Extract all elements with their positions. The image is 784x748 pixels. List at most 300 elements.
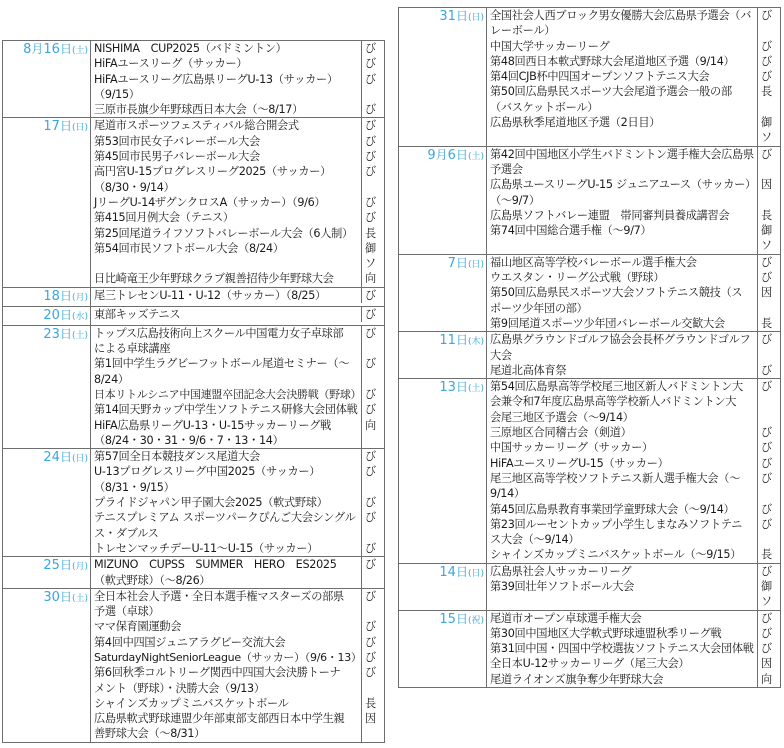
event-title: 第57回全日本競技ダンス尾道大会 bbox=[94, 450, 260, 464]
venue-code: び bbox=[757, 471, 780, 502]
weekday-mark: 日 bbox=[471, 259, 481, 270]
date-number: 18 bbox=[43, 288, 60, 304]
venue-code: び bbox=[757, 255, 780, 270]
event-title: 尾道北高体育祭 bbox=[490, 363, 567, 377]
date-number: 20 bbox=[43, 307, 60, 323]
event-title: 第4回CJB杯中四国オープンソフトテニス大会 bbox=[490, 70, 710, 84]
venue-code: 因 bbox=[757, 656, 780, 671]
event-title: 第6回秋季コルトリーグ関西中四国大会決勝トーナ メント（野球）・決勝大会（9/13） bbox=[94, 666, 341, 695]
venue-code: び bbox=[361, 495, 384, 510]
event-item bbox=[91, 326, 384, 357]
event-item bbox=[487, 641, 780, 656]
weekday-paren: ( bbox=[71, 562, 76, 573]
event-title: HiFAユースリーグU-15（サッカー） bbox=[490, 456, 669, 470]
event-item bbox=[487, 456, 780, 471]
weekday-mark: 水 bbox=[75, 311, 85, 322]
date-unit: 日 bbox=[455, 147, 468, 162]
event-title: NISHIMA CUP2025（バドミントン） bbox=[94, 42, 287, 55]
event-item bbox=[487, 547, 780, 562]
venue-code: び bbox=[361, 134, 384, 149]
event-item bbox=[91, 164, 384, 195]
weekday-paren: ) bbox=[84, 454, 88, 465]
event-list bbox=[90, 118, 384, 286]
event-title: 三原地区合同稽古会（剣道） bbox=[490, 426, 632, 440]
event-item bbox=[91, 210, 384, 225]
event-item bbox=[487, 147, 780, 178]
date-unit: 月 bbox=[435, 147, 448, 162]
venue-code: 御ソ bbox=[757, 115, 780, 146]
event-item bbox=[487, 440, 780, 455]
event-item bbox=[91, 619, 384, 634]
weekday-paren: ) bbox=[480, 384, 484, 395]
weekday-mark: 日 bbox=[75, 123, 85, 134]
date-unit: 日 bbox=[59, 558, 72, 573]
event-title: HiFA広島県リーグU-13・U-15サッカーリーグ戦 （8/24・30・31・9/6・7・13・14） bbox=[94, 418, 331, 447]
event-title: トレセンマッチデーU-11～U-15（サッカー） bbox=[94, 541, 319, 555]
event-item bbox=[487, 255, 780, 270]
date-cell bbox=[399, 147, 486, 254]
event-item bbox=[487, 8, 780, 39]
event-item bbox=[91, 495, 384, 510]
event-list bbox=[90, 41, 384, 117]
venue-code: 向 bbox=[361, 271, 384, 286]
date-row bbox=[3, 306, 384, 325]
venue-code: 長 bbox=[757, 316, 780, 331]
venue-code: び bbox=[361, 387, 384, 402]
event-title: HiFAユースリーグ（サッカー） bbox=[94, 57, 248, 71]
venue-code: び bbox=[361, 307, 384, 322]
event-title: 第42回中国地区小学生バドミントン選手権大会広島県予選会 bbox=[490, 147, 754, 176]
venue-code: び bbox=[361, 195, 384, 210]
venue-code: び bbox=[361, 402, 384, 417]
event-item bbox=[91, 241, 384, 272]
schedule-table-right bbox=[398, 7, 781, 688]
event-title: シャインズカップミニバスケットボール bbox=[94, 696, 289, 710]
weekday-paren: ) bbox=[84, 593, 88, 604]
date-number: 23 bbox=[43, 326, 60, 342]
date-unit: 日 bbox=[455, 255, 468, 270]
event-item bbox=[91, 635, 384, 650]
event-title: 第9回尾道スポーツ少年団バレーボール交歓大会 bbox=[490, 316, 725, 330]
venue-code: び bbox=[757, 332, 780, 363]
date-number: 13 bbox=[439, 380, 456, 396]
venue-code: び bbox=[757, 54, 780, 69]
event-item bbox=[91, 41, 384, 56]
date-number: 30 bbox=[43, 589, 60, 605]
date-row bbox=[399, 610, 780, 687]
venue-code: 長 bbox=[757, 84, 780, 115]
weekday-paren: ) bbox=[84, 330, 88, 341]
date-cell bbox=[3, 557, 90, 588]
date-row bbox=[399, 563, 780, 610]
event-title: ママ保育園運動会 bbox=[94, 620, 182, 634]
event-title: 第25回尾道ライフソフトバレーボール大会（6人制） bbox=[94, 226, 353, 240]
venue-code: び bbox=[757, 517, 780, 548]
event-item bbox=[487, 332, 780, 363]
event-title: 第30回中国地区大学軟式野球連盟秋季リーグ戦 bbox=[490, 626, 722, 640]
event-list bbox=[486, 611, 780, 687]
event-item bbox=[91, 118, 384, 133]
event-item bbox=[487, 316, 780, 331]
event-item bbox=[487, 564, 780, 579]
venue-code: 長 bbox=[361, 696, 384, 711]
weekday-paren: ) bbox=[480, 151, 484, 162]
venue-code: 向 bbox=[757, 672, 780, 687]
event-list bbox=[90, 589, 384, 742]
weekday-paren: ) bbox=[480, 259, 484, 270]
event-item bbox=[487, 672, 780, 687]
event-title: 東部キッズテニス bbox=[94, 307, 181, 321]
weekday-paren: ( bbox=[467, 337, 472, 348]
weekday-paren: ( bbox=[467, 615, 472, 626]
event-item bbox=[91, 696, 384, 711]
date-row bbox=[399, 8, 780, 146]
event-item bbox=[91, 149, 384, 164]
venue-code: び bbox=[361, 210, 384, 225]
venue-code: 御ソ bbox=[361, 241, 384, 272]
event-title: 尾道市オープン卓球選手権大会 bbox=[490, 611, 642, 625]
event-title: 高円宮U-15プログレスリーグ2025（サッカー）（8/30・9/14） bbox=[94, 165, 332, 194]
event-item bbox=[91, 464, 384, 495]
event-item bbox=[91, 356, 384, 387]
event-title: 第53回市民女子バレーボール大会 bbox=[94, 134, 260, 148]
event-title: 全日本社会人予選・全日本選手権マスターズの部県 予選（卓球） bbox=[94, 589, 344, 619]
event-item bbox=[91, 56, 384, 71]
date-unit: 日 bbox=[455, 9, 468, 23]
event-title: 尾三トレセンU-11・U-12（サッカー）（8/25） bbox=[94, 288, 326, 302]
date-row bbox=[399, 331, 780, 378]
venue-code: び bbox=[361, 41, 384, 56]
date-number: 14 bbox=[439, 564, 456, 580]
venue-code: び bbox=[361, 449, 384, 464]
weekday-mark: 土 bbox=[75, 330, 85, 341]
event-title: JリーグU-14ザグンクロスA（サッカー）（9/6） bbox=[94, 195, 326, 209]
event-item bbox=[91, 195, 384, 210]
weekday-paren: ( bbox=[467, 151, 472, 162]
event-item bbox=[487, 208, 780, 223]
event-item bbox=[91, 449, 384, 464]
date-row bbox=[3, 448, 384, 556]
event-item bbox=[487, 177, 780, 208]
event-title: 第45回広島県教育事業団学童野球大会（～9/14） bbox=[490, 502, 735, 516]
date-row bbox=[3, 556, 384, 588]
event-title: 広島県ユースリーグU-15 ジュニアユース（サッカー）（～9/7） bbox=[490, 178, 756, 207]
event-item bbox=[91, 307, 384, 322]
date-number: 6 bbox=[447, 147, 456, 163]
event-list bbox=[90, 288, 384, 306]
event-title: 尾三地区高等学校ソフトテニス新人選手権大会（～9/14） bbox=[490, 471, 740, 501]
event-title: U-13プログレスリーグ中国2025（サッカー） （8/31・9/15） bbox=[94, 465, 321, 494]
date-number: 11 bbox=[439, 333, 456, 349]
event-title: 第14回天野カップ中学生ソフトテニス研修大会団体戦 bbox=[94, 403, 358, 417]
weekday-mark: 土 bbox=[471, 384, 481, 395]
venue-code: 因 bbox=[361, 711, 384, 742]
weekday-paren: ( bbox=[71, 46, 76, 56]
event-title: 第23回ルーセントカップ小学生しまなみソフトテニ ス大会（～9/14） bbox=[490, 517, 743, 547]
date-cell bbox=[3, 288, 90, 306]
weekday-paren: ( bbox=[467, 13, 472, 23]
weekday-paren: ) bbox=[480, 568, 484, 579]
event-title: 尾道市スポーツフェスティバル総合開会式 bbox=[94, 119, 299, 133]
weekday-paren: ( bbox=[71, 123, 76, 134]
weekday-paren: ( bbox=[467, 568, 472, 579]
date-row bbox=[399, 378, 780, 563]
event-item bbox=[91, 418, 384, 449]
event-title: 全日本U-12サッカーリーグ（尾三大会） bbox=[490, 657, 690, 671]
weekday-paren: ( bbox=[467, 259, 472, 270]
date-number: 15 bbox=[439, 611, 456, 627]
event-item bbox=[487, 363, 780, 378]
event-title: 福山地区高等学校バレーボール選手権大会 bbox=[490, 255, 697, 269]
weekday-paren: ) bbox=[84, 311, 88, 322]
venue-code: び bbox=[757, 8, 780, 39]
venue-code: 長 bbox=[757, 208, 780, 223]
date-row bbox=[399, 254, 780, 331]
event-list bbox=[486, 8, 780, 146]
event-item bbox=[91, 589, 384, 620]
event-item bbox=[91, 665, 384, 696]
date-cell bbox=[3, 326, 90, 448]
date-row bbox=[3, 588, 384, 742]
event-list bbox=[486, 379, 780, 563]
venue-code: び bbox=[757, 502, 780, 517]
date-cell bbox=[399, 379, 486, 563]
event-item bbox=[91, 711, 384, 742]
event-title: 第1回中学生ラグビーフットボール尾道セミナー（～8/24） bbox=[94, 357, 350, 386]
event-title: 広島県秋季尾道地区予選（2日目） bbox=[490, 116, 661, 130]
event-title: 全国社会人西ブロック男女優勝大会広島県予選会（バレーボール） bbox=[490, 9, 752, 38]
venue-code: 向 bbox=[361, 418, 384, 449]
date-cell bbox=[3, 307, 90, 325]
venue-code: び bbox=[361, 326, 384, 357]
event-title: 第54回市民ソフトボール大会（8/24） bbox=[94, 241, 284, 255]
weekday-mark: 月 bbox=[75, 292, 85, 303]
date-row bbox=[399, 146, 780, 254]
date-cell bbox=[399, 255, 486, 331]
event-title: 広島県軟式野球連盟少年部東部支部西日本中学生親 善野球大会（～8/31） bbox=[94, 712, 345, 741]
venue-code: 因 bbox=[757, 177, 780, 208]
venue-code: び bbox=[361, 541, 384, 556]
event-item bbox=[487, 611, 780, 626]
event-item bbox=[487, 502, 780, 517]
event-title: 第50回広島県民スポーツ大会ソフトテニス競技（ス ポーツ少年団の部） bbox=[490, 286, 743, 315]
date-row bbox=[3, 287, 384, 306]
date-number: 17 bbox=[43, 119, 60, 135]
venue-code: び bbox=[757, 611, 780, 626]
date-number: 9 bbox=[427, 147, 436, 163]
event-title: 第45回市民男子バレーボール大会 bbox=[94, 150, 260, 164]
date-number: 16 bbox=[43, 42, 60, 57]
venue-code: び bbox=[757, 456, 780, 471]
venue-code: び bbox=[361, 650, 384, 665]
date-unit: 日 bbox=[59, 119, 72, 134]
venue-code: び bbox=[361, 510, 384, 541]
date-unit: 日 bbox=[455, 380, 468, 395]
date-cell bbox=[399, 8, 486, 146]
venue-code: び bbox=[757, 39, 780, 54]
event-title: トップス広島技術向上スクール中国電力女子卓球部 による卓球講座 bbox=[94, 326, 344, 356]
date-unit: 日 bbox=[59, 42, 72, 56]
weekday-paren: ) bbox=[84, 46, 88, 56]
date-cell bbox=[3, 118, 90, 286]
event-title: テニスプレミアム スポーツパークぴんご大会シングルス・ダブルス bbox=[94, 511, 356, 540]
event-title: 第39回壮年ソフトボール大会 bbox=[490, 579, 635, 593]
date-unit: 月 bbox=[31, 42, 44, 56]
event-item bbox=[487, 69, 780, 84]
weekday-mark: 土 bbox=[471, 151, 481, 162]
event-title: 第48回西日本軟式野球大会尾道地区予選（9/14） bbox=[490, 54, 735, 68]
event-item bbox=[487, 656, 780, 671]
event-title: プライドジャパン甲子園大会2025（軟式野球） bbox=[94, 496, 328, 510]
event-title: 中国大学サッカーリーグ bbox=[490, 39, 610, 53]
event-item bbox=[91, 271, 384, 286]
event-item bbox=[487, 379, 780, 425]
event-item bbox=[487, 270, 780, 285]
date-number: 25 bbox=[43, 558, 60, 574]
venue-code: び bbox=[757, 270, 780, 285]
weekday-paren: ( bbox=[71, 330, 76, 341]
venue-code: び bbox=[757, 379, 780, 425]
venue-code: び bbox=[757, 626, 780, 641]
weekday-paren: ) bbox=[84, 292, 88, 303]
venue-code: び bbox=[361, 288, 384, 303]
event-list bbox=[90, 307, 384, 325]
venue-code: び bbox=[757, 69, 780, 84]
date-unit: 日 bbox=[455, 611, 468, 626]
venue-code: 長 bbox=[757, 547, 780, 562]
event-item bbox=[487, 84, 780, 115]
event-item bbox=[91, 541, 384, 556]
event-title: 日比崎竜王少年野球クラブ親善招待少年野球大会 bbox=[94, 272, 334, 286]
date-unit: 日 bbox=[59, 326, 72, 341]
event-item bbox=[91, 557, 384, 588]
date-row bbox=[3, 325, 384, 448]
venue-code: び bbox=[361, 164, 384, 195]
venue-code: び bbox=[361, 149, 384, 164]
venue-code: び bbox=[757, 641, 780, 656]
venue-code: び bbox=[757, 564, 780, 579]
event-title: 三原市長旗少年野球西日本大会（～8/17） bbox=[94, 103, 304, 117]
event-list bbox=[90, 557, 384, 588]
event-item bbox=[91, 226, 384, 241]
event-title: 第415回月例大会（テニス） bbox=[94, 211, 234, 225]
venue-code: び bbox=[361, 356, 384, 387]
event-item bbox=[487, 115, 780, 146]
date-cell bbox=[3, 41, 90, 117]
event-title: SaturdayNightSeniorLeague（サッカー）（9/6・13） bbox=[94, 650, 362, 664]
event-title: ウエスタン・リーグ公式戦（野球） bbox=[490, 271, 665, 285]
event-title: MIZUNO CUPSS SUMMER HERO ES2025 （軟式野球）（～8/26） bbox=[94, 558, 337, 587]
event-item bbox=[487, 54, 780, 69]
weekday-paren: ( bbox=[71, 593, 76, 604]
date-number: 24 bbox=[43, 450, 60, 466]
weekday-paren: ( bbox=[71, 454, 76, 465]
venue-code: び bbox=[361, 464, 384, 495]
event-list bbox=[486, 147, 780, 254]
weekday-mark: 祝 bbox=[471, 615, 481, 626]
event-item bbox=[487, 579, 780, 610]
date-unit: 日 bbox=[455, 333, 468, 348]
venue-code: び bbox=[757, 147, 780, 178]
event-title: HiFAユースリーグ広島県リーグU-13（サッカー）（9/15） bbox=[94, 72, 338, 101]
event-item bbox=[91, 102, 384, 117]
date-cell bbox=[3, 449, 90, 556]
weekday-paren: ) bbox=[84, 123, 88, 134]
weekday-paren: ) bbox=[84, 562, 88, 573]
event-item bbox=[91, 72, 384, 103]
date-cell bbox=[399, 564, 486, 610]
date-unit: 日 bbox=[455, 564, 468, 579]
date-row bbox=[3, 117, 384, 286]
event-item bbox=[487, 626, 780, 641]
weekday-mark: 日 bbox=[471, 13, 481, 23]
venue-code: 御ソ bbox=[757, 579, 780, 610]
weekday-mark: 日 bbox=[471, 568, 481, 579]
event-title: 広島県ソフトバレー連盟 帯同審判員養成講習会 bbox=[490, 208, 730, 222]
weekday-mark: 月 bbox=[75, 562, 85, 573]
weekday-paren: ( bbox=[467, 384, 472, 395]
venue-code: び bbox=[757, 425, 780, 440]
venue-code: び bbox=[757, 440, 780, 455]
event-title: 中国サッカーリーグ（サッカー） bbox=[490, 441, 653, 455]
event-title: 第4回中四国ジュニアラグビー交流大会 bbox=[94, 635, 286, 649]
venue-code: 御ソ bbox=[757, 223, 780, 254]
event-title: 第31回中国・四国中学校選抜ソフトテニス大会団体戦 bbox=[490, 642, 754, 656]
date-number: 31 bbox=[439, 9, 456, 24]
date-unit: 日 bbox=[59, 450, 72, 465]
date-unit: 日 bbox=[59, 589, 72, 604]
event-item bbox=[91, 387, 384, 402]
weekday-paren: ) bbox=[480, 337, 484, 348]
event-list bbox=[486, 564, 780, 610]
event-title: 第50回広島県民スポーツ大会尾道予選会一般の部 （バスケットボール） bbox=[490, 85, 732, 114]
event-item bbox=[91, 402, 384, 417]
venue-code: び bbox=[361, 665, 384, 696]
event-item bbox=[487, 223, 780, 254]
schedule-table-left bbox=[2, 40, 385, 743]
weekday-paren: ) bbox=[480, 615, 484, 626]
weekday-paren: ) bbox=[480, 13, 484, 23]
venue-code: 長 bbox=[361, 226, 384, 241]
weekday-mark: 日 bbox=[75, 454, 85, 465]
weekday-mark: 土 bbox=[75, 46, 85, 56]
date-number: 8 bbox=[23, 42, 32, 57]
weekday-paren: ( bbox=[71, 311, 76, 322]
venue-code: び bbox=[361, 118, 384, 133]
event-title: 広島県グラウンドゴルフ協会会長杯グラウンドゴルフ大会 bbox=[490, 333, 751, 362]
venue-code: 因 bbox=[757, 285, 780, 316]
event-title: 尾道ライオンズ旗争奪少年野球大会 bbox=[490, 672, 664, 686]
date-cell bbox=[3, 589, 90, 742]
event-item bbox=[487, 285, 780, 316]
event-title: 第74回中国総合選手権（～9/7） bbox=[490, 224, 652, 238]
event-list bbox=[486, 332, 780, 378]
event-title: 広島県社会人サッカーリーグ bbox=[490, 564, 632, 578]
weekday-mark: 木 bbox=[471, 337, 481, 348]
date-row bbox=[3, 41, 384, 117]
event-item bbox=[91, 510, 384, 541]
event-item bbox=[91, 288, 384, 303]
venue-code: び bbox=[361, 619, 384, 634]
venue-code: び bbox=[361, 72, 384, 103]
date-number: 7 bbox=[447, 255, 456, 271]
date-unit: 日 bbox=[59, 288, 72, 303]
event-list bbox=[90, 326, 384, 448]
date-unit: 日 bbox=[59, 307, 72, 322]
date-cell bbox=[399, 611, 486, 687]
weekday-paren: ( bbox=[71, 292, 76, 303]
venue-code: び bbox=[361, 102, 384, 117]
